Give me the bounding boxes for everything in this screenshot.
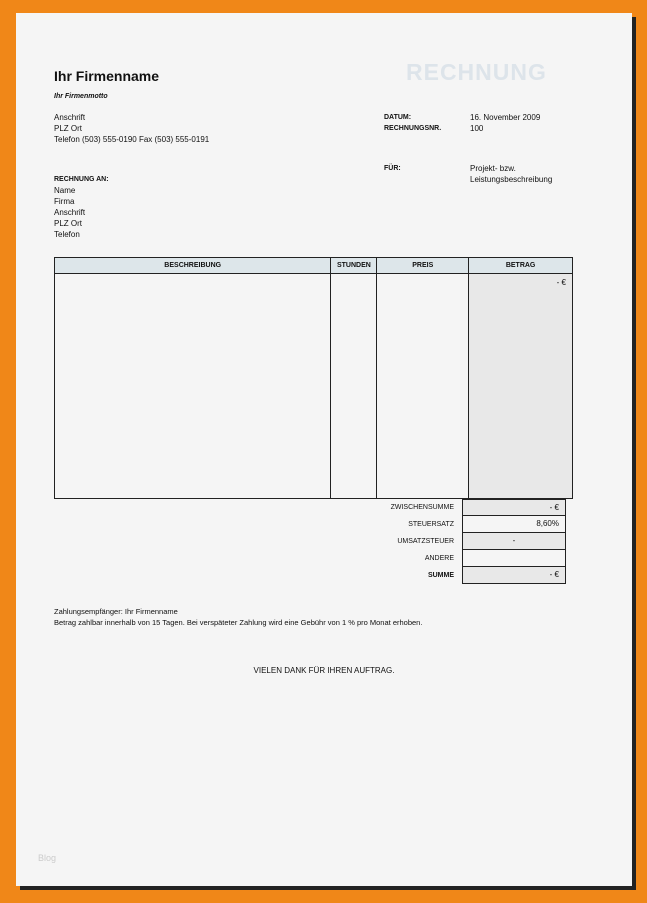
recipient-line: Name <box>54 186 76 195</box>
totals-block <box>306 499 573 584</box>
company-address <box>54 112 209 145</box>
address-line: PLZ Ort <box>54 124 83 133</box>
totals-value: - € <box>462 499 566 516</box>
company-name: Ihr Firmenname <box>54 68 160 84</box>
totals-label: STEUERSATZ <box>408 521 454 528</box>
invoice-number-label: RECHNUNGSNR. <box>384 125 442 132</box>
totals-label: ANDERE <box>424 555 454 562</box>
totals-row-total <box>306 567 573 584</box>
date-label: DATUM: <box>384 114 412 121</box>
thanks-message: VIELEN DANK FÜR IHREN AUFTRAG. <box>253 666 395 675</box>
header-price: PREIS <box>377 258 469 274</box>
totals-row-other <box>306 550 573 567</box>
payee-note: Zahlungsempfänger: Ihr Firmenname <box>54 607 178 616</box>
address-line: Telefon (503) 555-0190 Fax (503) 555-0191 <box>54 135 210 144</box>
recipient-line: PLZ Ort <box>54 219 83 228</box>
for-label: FÜR: <box>384 165 401 172</box>
watermark: Blog <box>38 853 57 863</box>
totals-value: - <box>462 533 566 550</box>
recipient-block <box>54 174 109 240</box>
recipient-line: Firma <box>54 197 75 206</box>
invoice-title: RECHNUNG <box>406 59 547 85</box>
date-value: 16. November 2009 <box>470 113 541 122</box>
description-cell[interactable] <box>55 274 331 499</box>
totals-value[interactable] <box>462 550 566 567</box>
price-cell[interactable] <box>377 274 469 499</box>
hours-cell[interactable] <box>331 274 377 499</box>
recipient-line: Anschrift <box>54 208 86 217</box>
header-amount: BETRAG <box>469 258 573 274</box>
line-items-table <box>54 257 573 499</box>
totals-row-subtotal <box>306 499 573 516</box>
invoice-page <box>16 13 632 886</box>
totals-row-tax <box>306 533 573 550</box>
recipient-line: Telefon <box>54 230 80 239</box>
totals-label: UMSATZSTEUER <box>397 538 454 545</box>
for-value <box>470 163 552 185</box>
payment-terms: Betrag zahlbar innerhalb von 15 Tagen. Bei verspäteter Zahlung wird eine Gebühr von 1 % pro Monat erhoben. <box>54 618 423 627</box>
totals-value[interactable]: 8,60% <box>462 516 566 533</box>
company-motto: Ihr Firmenmotto <box>54 93 108 100</box>
address-line: Anschrift <box>54 113 86 122</box>
amount-cell: - € <box>469 274 573 499</box>
totals-row-taxrate <box>306 516 573 533</box>
totals-label: SUMME <box>427 572 454 579</box>
recipient-label: RECHNUNG AN: <box>54 176 109 183</box>
for-line: Projekt- bzw. <box>470 164 516 173</box>
for-line: Leistungsbeschreibung <box>470 175 553 184</box>
totals-value: - € <box>462 567 566 584</box>
totals-label: ZWISCHENSUMME <box>390 504 454 511</box>
header-hours: STUNDEN <box>331 258 377 274</box>
invoice-number: 100 <box>470 124 484 133</box>
header-description: BESCHREIBUNG <box>55 258 331 274</box>
